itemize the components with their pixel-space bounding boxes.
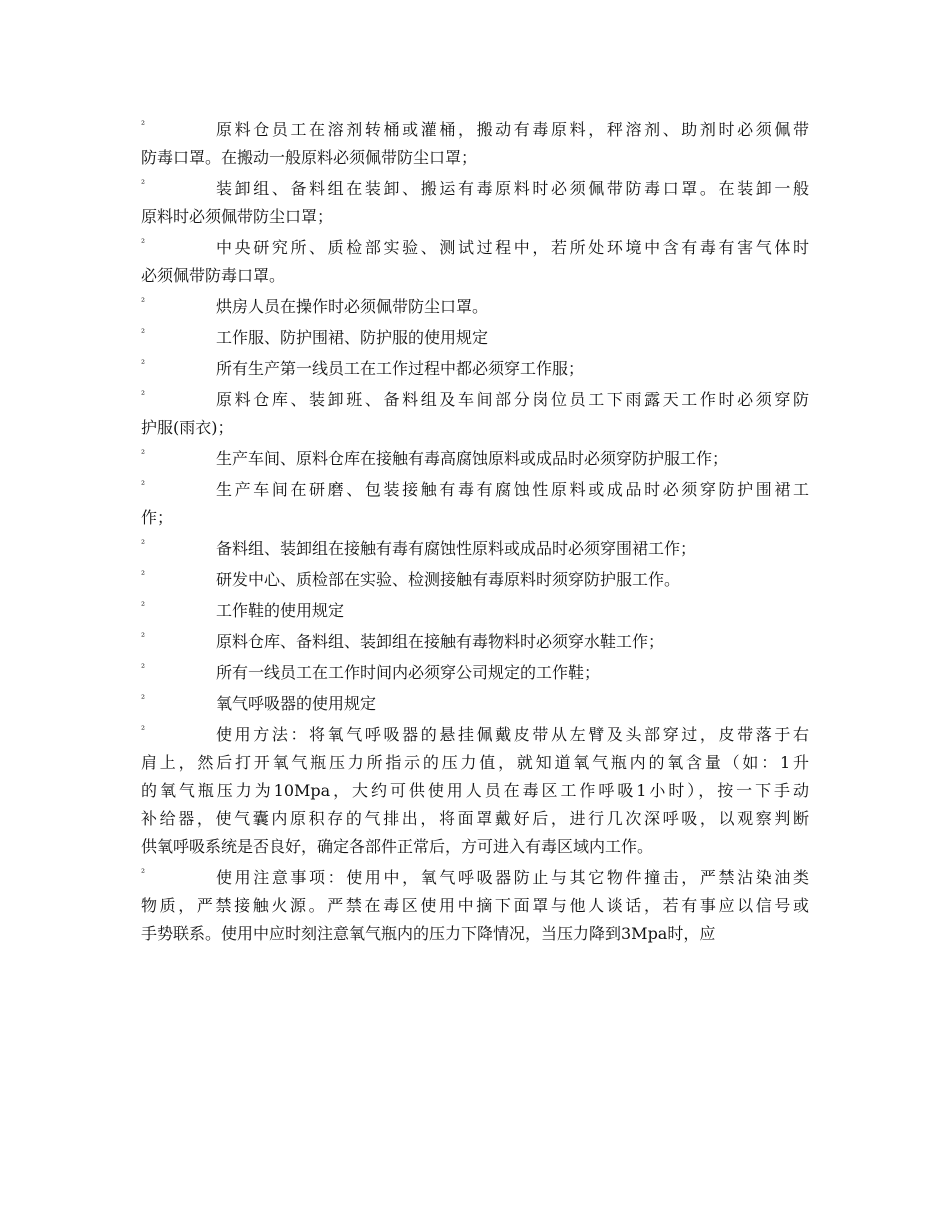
bullet-marker: ²	[141, 179, 146, 190]
list-item	[141, 628, 809, 656]
list-item	[141, 386, 809, 442]
paragraph-line: 所有生产第一线员工在工作过程中都必须穿工作服；	[216, 359, 585, 378]
paragraph-line: 供氧呼吸系统是否良好，确定各部件正常后，方可进入有毒区域内工作。	[141, 837, 654, 856]
bullet-marker: ²	[141, 694, 146, 705]
paragraph-line: 所有一线员工在工作时间内必须穿公司规定的工作鞋；	[216, 663, 601, 682]
paragraph-line: 氧气呼吸器的使用规定	[216, 694, 377, 713]
paragraph-line: 生产车间在研磨、包装接触有毒有腐蚀性原料或成品时必须穿防护围裙工	[216, 480, 809, 499]
paragraph-line: 的氧气瓶压力为10Mpa，大约可供使用人员在毒区工作呼吸1小时），按一下手动	[141, 781, 809, 800]
document-body	[141, 116, 809, 951]
paragraph-line: 备料组、装卸组在接触有毒有腐蚀性原料或成品时必须穿围裙工作；	[216, 539, 697, 558]
bullet-marker: ²	[141, 663, 146, 674]
list-item	[141, 175, 809, 231]
paragraph-line: 原料仓库、备料组、装卸组在接触有毒物料时必须穿水鞋工作；	[216, 632, 665, 651]
list-item	[141, 355, 809, 383]
list-item	[141, 324, 809, 352]
paragraph-line: 手势联系。使用中应时刻注意氧气瓶内的压力下降情况，当压力降到3Mpa时，应	[141, 924, 716, 943]
bullet-marker: ²	[141, 390, 146, 401]
paragraph-line: 使用方法：将氧气呼吸器的悬挂佩戴皮带从左臂及头部穿过，皮带落于右	[216, 725, 809, 744]
paragraph-line: 作；	[141, 508, 174, 527]
paragraph-line: 原料仓库、装卸班、备料组及车间部分岗位员工下雨露天工作时必须穿防	[216, 390, 809, 409]
paragraph-line: 使用注意事项：使用中，氧气呼吸器防止与其它物件撞击，严禁沾染油类	[216, 868, 809, 887]
paragraph-line: 补给器，使气囊内原积存的气排出，将面罩戴好后，进行几次深呼吸，以观察判断	[141, 809, 809, 828]
bullet-marker: ²	[141, 570, 146, 581]
bullet-marker: ²	[141, 601, 146, 612]
paragraph-line: 工作鞋的使用规定	[216, 601, 345, 620]
bullet-marker: ²	[141, 725, 146, 736]
list-item	[141, 721, 809, 861]
paragraph-line: 原料仓员工在溶剂转桶或灌桶，搬动有毒原料，秤溶剂、助剂时必须佩带	[216, 120, 809, 139]
list-item	[141, 116, 809, 172]
bullet-marker: ²	[141, 359, 146, 370]
bullet-marker: ²	[141, 480, 146, 491]
list-item	[141, 659, 809, 687]
bullet-marker: ²	[141, 120, 146, 131]
list-item	[141, 445, 809, 473]
bullet-marker: ²	[141, 632, 146, 643]
list-item	[141, 597, 809, 625]
list-item	[141, 864, 809, 948]
paragraph-line: 烘房人员在操作时必须佩带防尘口罩。	[216, 297, 489, 316]
list-item	[141, 293, 809, 321]
bullet-marker: ²	[141, 297, 146, 308]
paragraph-line: 研发中心、质检部在实验、检测接触有毒原料时须穿防护服工作。	[216, 570, 681, 589]
paragraph-line: 中央研究所、质检部实验、测试过程中，若所处环境中含有毒有害气体时	[216, 238, 809, 257]
bullet-marker: ²	[141, 328, 146, 339]
paragraph-line: 原料时必须佩带防尘口罩；	[141, 207, 334, 226]
paragraph-line: 工作服、防护围裙、防护服的使用规定	[216, 328, 489, 347]
paragraph-line: 护服(雨衣)；	[141, 418, 234, 437]
list-item	[141, 566, 809, 594]
paragraph-line: 肩上，然后打开氧气瓶压力所指示的压力值，就知道氧气瓶内的氧含量（如：1升	[141, 753, 809, 772]
paragraph-line: 生产车间、原料仓库在接触有毒高腐蚀原料或成品时必须穿防护服工作；	[216, 449, 729, 468]
bullet-marker: ²	[141, 868, 146, 879]
paragraph-line: 物质，严禁接触火源。严禁在毒区使用中摘下面罩与他人谈话，若有事应以信号或	[141, 896, 809, 915]
paragraph-line: 防毒口罩。在搬动一般原料必须佩带防尘口罩；	[141, 148, 478, 167]
paragraph-line: 装卸组、备料组在装卸、搬运有毒原料时必须佩带防毒口罩。在装卸一般	[216, 179, 809, 198]
list-item	[141, 234, 809, 290]
bullet-marker: ²	[141, 238, 146, 249]
list-item	[141, 690, 809, 718]
list-item	[141, 535, 809, 563]
bullet-marker: ²	[141, 539, 146, 550]
list-item	[141, 476, 809, 532]
bullet-marker: ²	[141, 449, 146, 460]
paragraph-line: 必须佩带防毒口罩。	[141, 266, 286, 285]
